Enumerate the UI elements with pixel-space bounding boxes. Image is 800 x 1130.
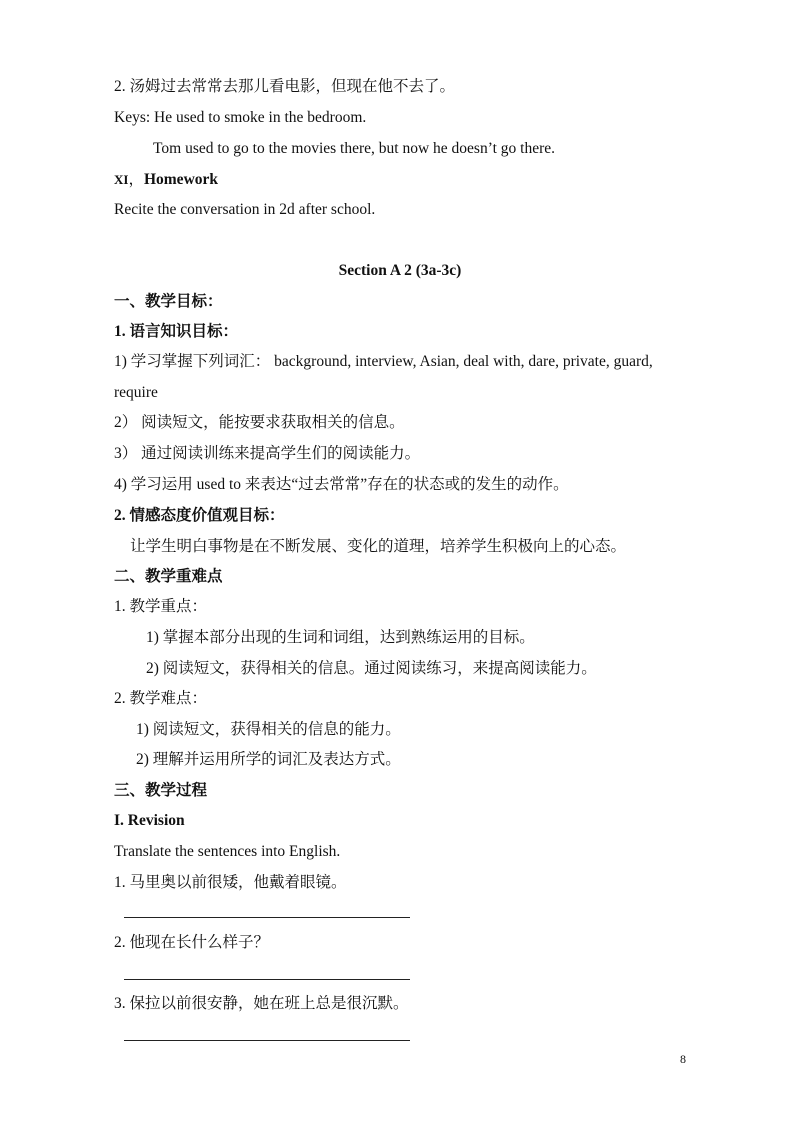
goal-item-2: 2） 阅读短文，能按要求获取相关的信息。 <box>114 414 405 431</box>
difficult-points-label: 2. 教学难点： <box>114 690 208 707</box>
key-point-2: 2) 阅读短文，获得相关的信息。通过阅读练习，来提高阅读能力。 <box>146 660 597 677</box>
heading-teaching-goals: 一、教学目标： <box>114 293 223 310</box>
homework-heading <box>114 170 218 190</box>
key-point-1: 1) 掌握本部分出现的生词和词组，达到熟练运用的目标。 <box>146 629 535 646</box>
heading-key-difficult-points: 二、教学重难点 <box>114 568 223 585</box>
heading-teaching-process: 三、教学过程 <box>114 782 208 799</box>
section-title: Section A 2 (3a-3c) <box>338 262 462 279</box>
goal-item-3: 3） 通过阅读训练来提高学生们的阅读能力。 <box>114 445 421 462</box>
revision-heading: I. Revision <box>114 812 185 829</box>
key-points-label: 1. 教学重点： <box>114 598 208 615</box>
page-number: 8 <box>680 1052 686 1066</box>
homework-title: Homework <box>143 171 219 188</box>
keys-line: Keys: He used to smoke in the bedroom. <box>114 109 367 126</box>
heading-language-goals: 1. 语言知识目标： <box>114 323 239 340</box>
question-3: 3. 保拉以前很安静，她在班上总是很沉默。 <box>114 995 409 1012</box>
goal-item-1-continued: require <box>114 384 158 401</box>
keys-line-2: Tom used to go to the movies there, but now he doesn’t go there. <box>153 140 555 157</box>
difficult-point-1: 1) 阅读短文，获得相关的信息的能力。 <box>136 721 401 738</box>
heading-emotion-goals: 2. 情感态度价值观目标： <box>114 507 285 524</box>
emotion-goal-text: 让学生明白事物是在不断发展、变化的道理，培养学生积极向上的心态。 <box>130 538 627 555</box>
translation-item-2: 2. 汤姆过去常常去那儿看电影，但现在他不去了。 <box>114 78 456 95</box>
answer-blank-1[interactable] <box>124 917 410 918</box>
homework-separator: ， <box>128 171 144 188</box>
homework-text: Recite the conversation in 2d after school. <box>114 201 376 218</box>
goal-item-1: 1) 学习掌握下列词汇： background, interview, Asian, deal with, dare, private, guard, <box>114 353 653 370</box>
question-2: 2. 他现在长什么样子？ <box>114 934 270 951</box>
answer-blank-2[interactable] <box>124 979 410 980</box>
difficult-point-2: 2) 理解并运用所学的词汇及表达方式。 <box>136 751 401 768</box>
translate-instruction: Translate the sentences into English. <box>114 843 341 860</box>
question-1: 1. 马里奥以前很矮，他戴着眼镜。 <box>114 874 347 891</box>
homework-numeral: XI <box>114 172 129 187</box>
answer-blank-3[interactable] <box>124 1040 410 1041</box>
goal-item-4: 4) 学习运用 used to 来表达“过去常常”存在的状态或的发生的动作。 <box>114 476 569 493</box>
